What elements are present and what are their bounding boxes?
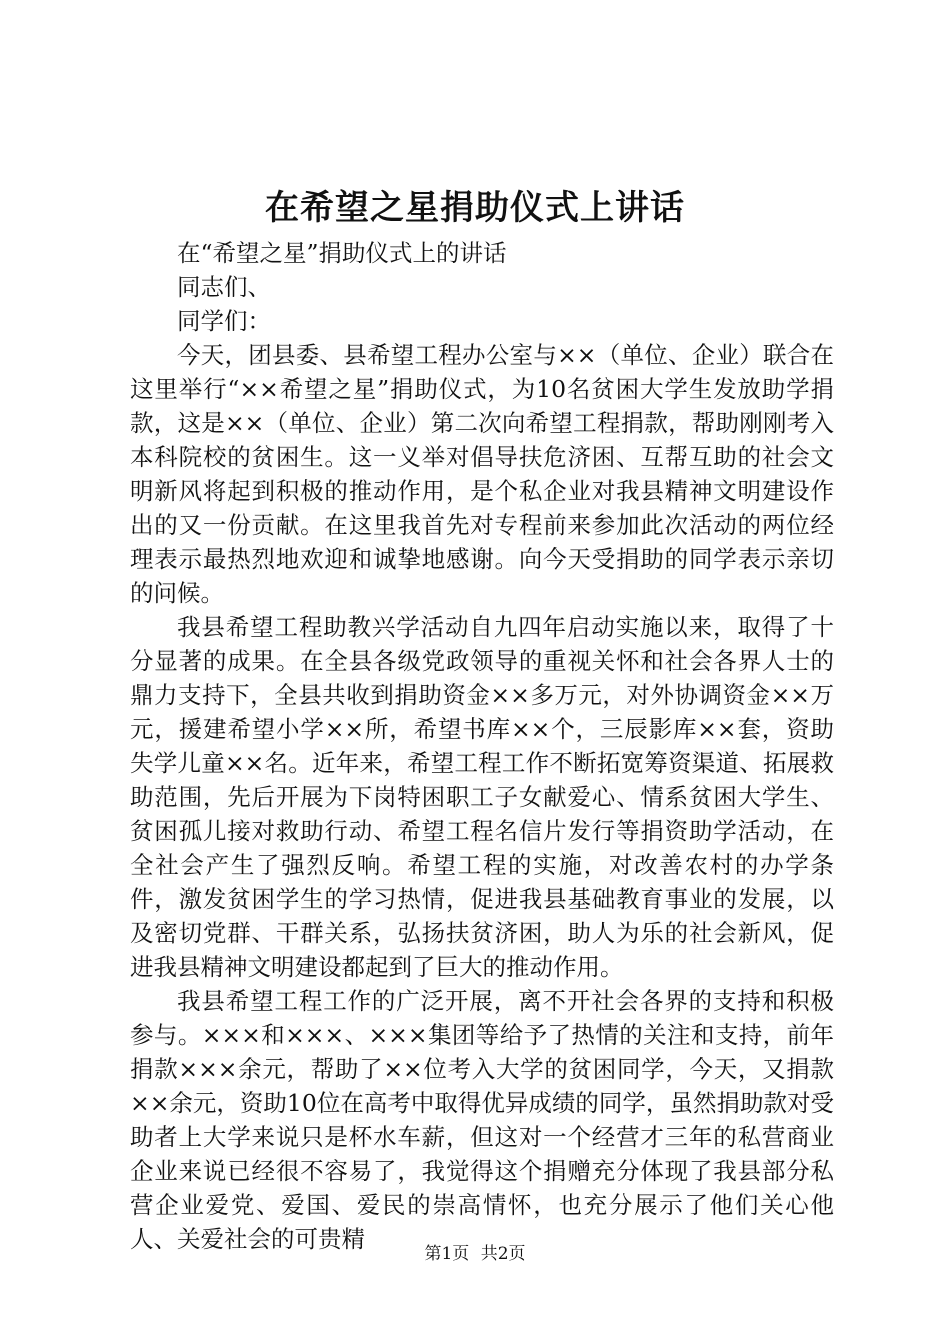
salutation-comrades: 同志们、	[177, 273, 271, 301]
page-number-current: 第1页	[424, 1244, 470, 1264]
paragraph-intro: 今天，团县委、县希望工程办公室与××（单位、企业）联合在这里举行“××希望之星”捐助仪式，为10名贫困大学生发放助学捐款，这是××（单位、企业）第二次向希望工程捐款，帮助刚刚考入本科院校的贫困生。这一义举对倡导扶危济困、互帮互助的社会文明新风将起到积极的推动作用，是个私企业对我县精神文明建设作出的又一份贡献。在这里我首先对专程前来参加此次活动的两位经理表示最热烈地欢迎和诚挚地感谢。向今天受捐助的同学表示亲切的问候。	[130, 341, 834, 607]
subtitle-line: 在“希望之星”捐助仪式上的讲话	[177, 239, 507, 267]
salutation-students: 同学们：	[177, 307, 271, 335]
document-body	[130, 236, 834, 1256]
paragraph-achievements: 我县希望工程助教兴学活动自九四年启动实施以来，取得了十分显著的成果。在全县各级党政领导的重视关怀和社会各界人士的鼎力支持下，全县共收到捐助资金××多万元，对外协调资金××万元，援建希望小学××所，希望书库××个，三辰影库××套，资助失学儿童××名。近年来，希望工程工作不断拓宽筹资渠道、拓展救助范围，先后开展为下岗特困职工子女献爱心、情系贫困大学生、贫困孤儿接对救助行动、希望工程名信片发行等捐资助学活动，在全社会产生了强烈反响。希望工程的实施，对改善农村的办学条件，激发贫困学生的学习热情，促进我县基础教育事业的发展，以及密切党群、干群关系，弘扬扶贫济困，助人为乐的社会新风，促进我县精神文明建设都起到了巨大的推动作用。	[130, 613, 834, 981]
document-title: 在希望之星捐助仪式上讲话	[265, 188, 685, 228]
page-footer	[0, 1242, 950, 1266]
paragraph-support: 我县希望工程工作的广泛开展，离不开社会各界的支持和积极参与。×××和×××、×××集团等给予了热情的关注和支持，前年捐款×××余元，帮助了××位考入大学的贫困同学，今天，又捐款××余元，资助10位在高考中取得优异成绩的同学，虽然捐助款对受助者上大学来说只是杯水车薪，但这对一个经营才三年的私营商业企业来说已经很不容易了，我觉得这个捐赠充分体现了我县部分私营企业爱党、爱国、爱民的崇高情怀，也充分展示了他们关心他人、关爱社会的可贵精	[130, 987, 834, 1253]
page-number-total: 共2页	[480, 1244, 526, 1264]
